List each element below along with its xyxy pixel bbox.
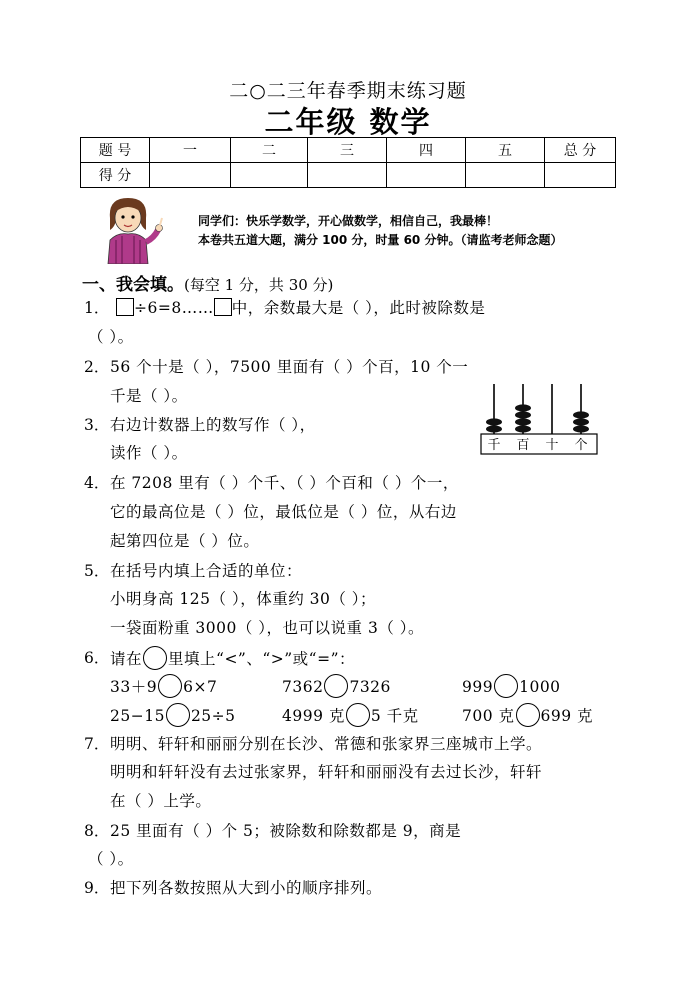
score-input-cell xyxy=(231,163,308,188)
blank-square xyxy=(116,298,134,316)
q2-line-2: 千是（ ）。 xyxy=(110,387,188,405)
q2-line-1: 56 个十是（ ），7500 里面有（ ）个百，10 个一 xyxy=(110,358,469,376)
q6-text-a: 请在 xyxy=(110,650,143,668)
q6-item: 7362 7326 xyxy=(282,674,391,698)
blank-square xyxy=(214,298,232,316)
score-cell: 总 分 xyxy=(545,138,616,163)
q5-line-1: 在括号内填上合适的单位： xyxy=(110,562,303,580)
blank-circle xyxy=(143,646,167,670)
q7-line-2: 明明和轩轩没有去过张家界，轩轩和丽丽没有去过长沙，轩轩 xyxy=(110,763,543,781)
score-input-cell xyxy=(387,163,466,188)
q6-item: 4999 克 5 千克 xyxy=(282,703,419,727)
section-1-title: 一、我会填。 xyxy=(82,275,184,295)
blank-circle xyxy=(516,703,540,727)
score-cell: 五 xyxy=(466,138,545,163)
q9-number: 9． xyxy=(84,879,110,897)
score-input-cell xyxy=(150,163,231,188)
abacus-label: 十 xyxy=(545,438,559,453)
score-cell: 题 号 xyxy=(81,138,150,163)
section-1-heading xyxy=(82,270,333,295)
blank-circle xyxy=(166,703,190,727)
exam-subtitle: 二年级 数学 xyxy=(264,105,432,139)
q4-line-1: 在 7208 里有（ ）个千、（ ）个百和（ ）个一， xyxy=(110,474,459,492)
q3-number: 3． xyxy=(84,416,110,434)
score-cell: 得 分 xyxy=(81,163,150,188)
score-cell: 三 xyxy=(308,138,387,163)
q1-text-b: 中，余数最大是（ ），此时被除数是 xyxy=(231,299,486,317)
q1-line-1 xyxy=(116,296,485,318)
q7-line-1: 明明、轩轩和丽丽分别在长沙、常德和张家界三座城市上学。 xyxy=(110,735,543,753)
section-1-note: (每空 1 分，共 30 分) xyxy=(184,276,334,294)
q2-number: 2． xyxy=(84,358,110,376)
q1-line-2: （ ）。 xyxy=(88,328,134,346)
q6-item: 25−15 25÷5 xyxy=(110,703,236,727)
intro-line-1: 同学们：快乐学数学，开心做数学，相信自己，我最棒！ xyxy=(198,214,499,228)
abacus-diagram xyxy=(480,384,598,456)
score-cell: 一 xyxy=(150,138,231,163)
blank-circle xyxy=(346,703,370,727)
q4-number: 4． xyxy=(84,474,110,492)
girl-illustration xyxy=(96,196,166,264)
q6-item: 700 克 699 克 xyxy=(462,703,593,727)
blank-circle xyxy=(158,674,182,698)
q1-text-a: ÷6=8…… xyxy=(134,299,214,317)
score-input-cell xyxy=(466,163,545,188)
q4-line-3: 起第四位是（ ）位。 xyxy=(110,532,260,550)
q6-item: 33＋9 6×7 xyxy=(110,674,217,698)
abacus-label: 千 xyxy=(487,438,501,453)
blank-circle xyxy=(494,674,518,698)
q8-number: 8． xyxy=(84,822,110,840)
blank-circle xyxy=(324,674,348,698)
score-input-cell xyxy=(545,163,616,188)
q5-line-2: 小明身高 125（ ），体重约 30（ ）； xyxy=(110,590,377,608)
score-table-header-row xyxy=(81,138,616,163)
abacus-beads xyxy=(486,404,589,432)
q6-text-b: 里填上“<”、“>”或“=”： xyxy=(168,650,356,668)
exam-title: 二○二三年春季期末练习题 xyxy=(229,80,467,102)
q3-line-2: 读作（ ）。 xyxy=(110,444,188,462)
q1-number: 1． xyxy=(84,299,110,317)
score-cell: 四 xyxy=(387,138,466,163)
score-table xyxy=(80,137,616,188)
q6-instruction xyxy=(110,646,355,670)
q5-line-3: 一袋面粉重 3000（ ），也可以说重 3（ ）。 xyxy=(110,619,425,637)
q9-line-1: 把下列各数按照从大到小的顺序排列。 xyxy=(110,879,383,897)
q7-number: 7． xyxy=(84,735,110,753)
q8-line-1: 25 里面有（ ）个 5；被除数和除数都是 9，商是 xyxy=(110,822,462,840)
q4-line-2: 它的最高位是（ ）位，最低位是（ ）位，从右边 xyxy=(110,503,457,521)
q6-number: 6． xyxy=(84,649,110,667)
q8-line-2: （ ）。 xyxy=(88,850,134,868)
q3-line-1: 右边计数器上的数写作（ ）， xyxy=(110,416,316,434)
q7-line-3: 在（ ）上学。 xyxy=(110,792,212,810)
score-input-cell xyxy=(308,163,387,188)
score-table-score-row xyxy=(81,163,616,188)
q5-number: 5． xyxy=(84,562,110,580)
abacus-label: 个 xyxy=(574,438,588,453)
intro-line-2: 本卷共五道大题，满分 100 分，时量 60 分钟。（请监考老师念题） xyxy=(198,233,563,247)
abacus-label: 百 xyxy=(516,438,530,453)
score-cell: 二 xyxy=(231,138,308,163)
q6-item: 999 1000 xyxy=(462,674,561,698)
